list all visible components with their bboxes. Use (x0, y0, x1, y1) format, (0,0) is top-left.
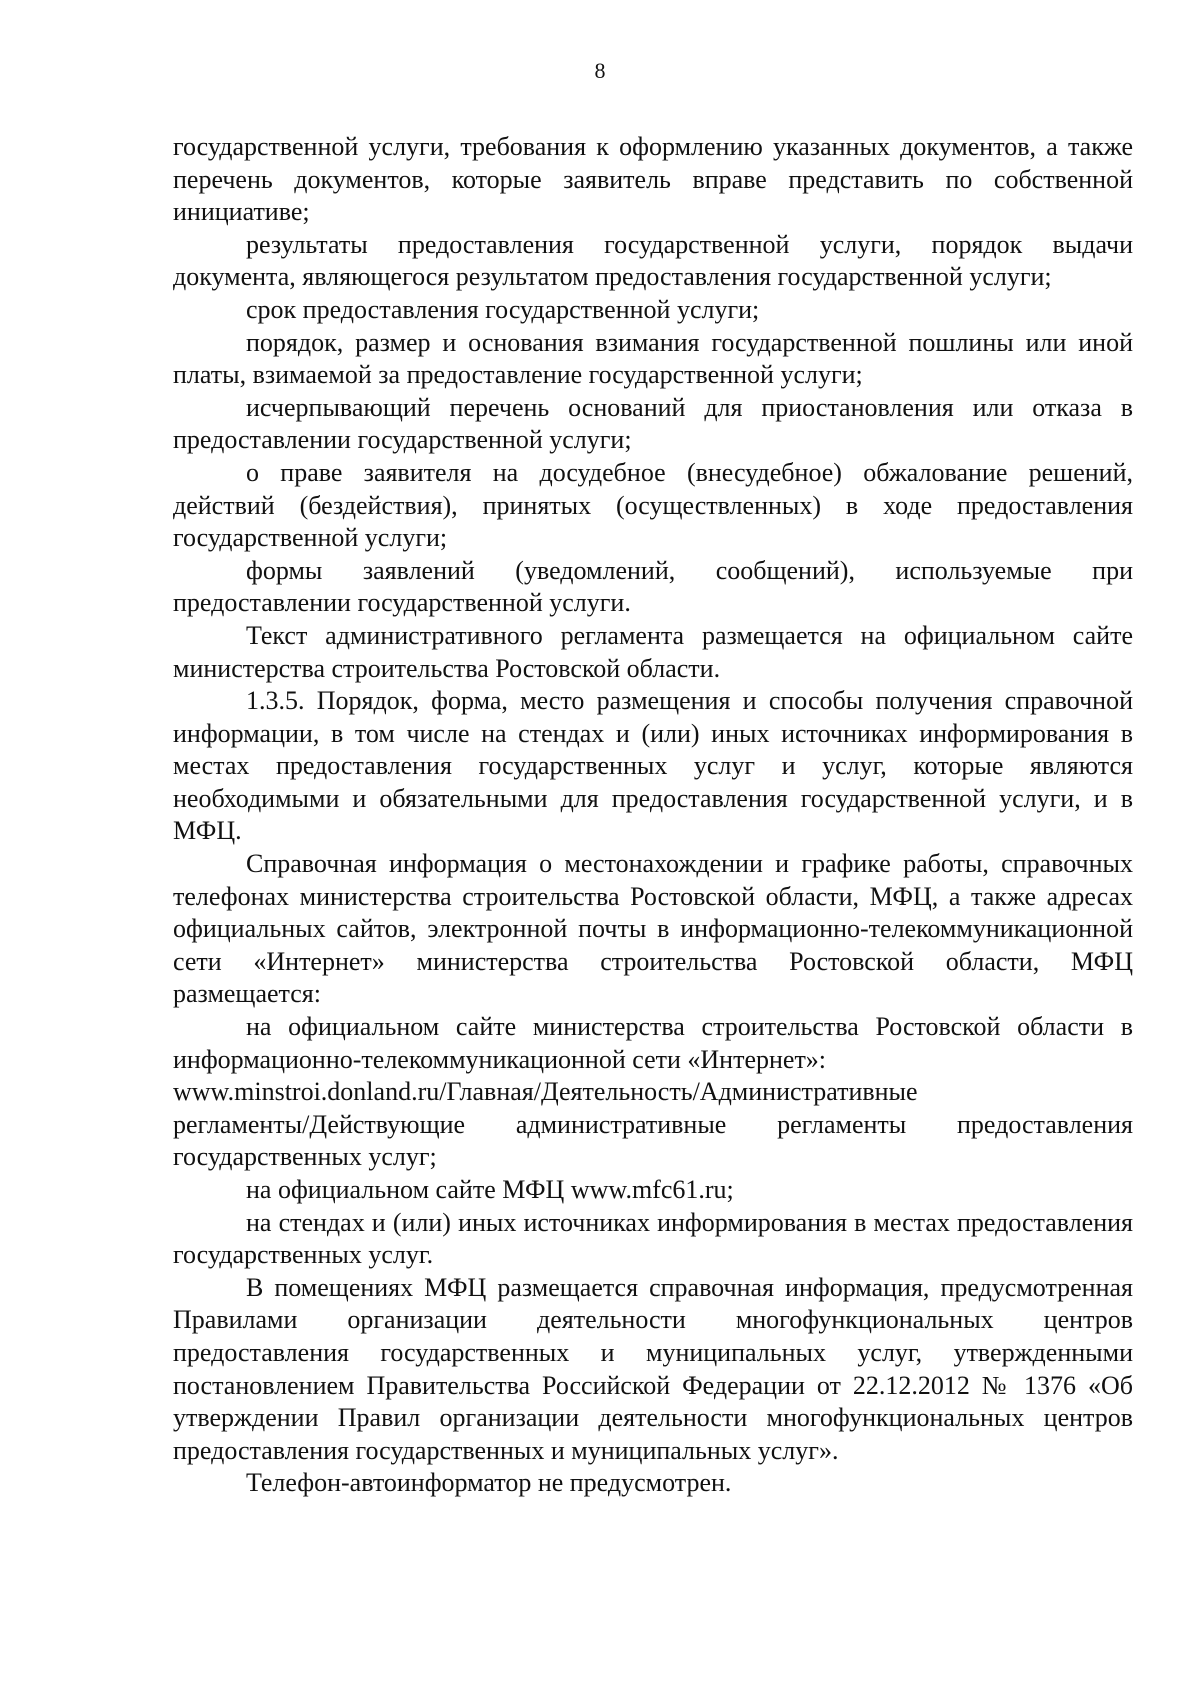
paragraph-term: срок предоставления государственной услуги; (246, 294, 760, 324)
paragraph-refusal-grounds: исчерпывающий перечень оснований для приостановления или отказа в предоставлении государственной услуги; (173, 392, 1133, 455)
paragraph-forms: формы заявлений (уведомлений, сообщений), используемые при предоставлении государственной услуги. (173, 555, 1133, 618)
paragraph-documents-continuation: государственной услуги, требования к оформлению указанных документов, а также перечень документов, которые заявитель вправе представить по собственной инициативе; (173, 132, 1133, 227)
paragraph-appeal-right: о праве заявителя на досудебное (внесудебное) обжалование решений, действий (бездействия), принятых (осуществленных) в ходе предоставления государственной услуги; (173, 457, 1133, 553)
paragraph-fee: порядок, размер и основания взимания государственной пошлины или иной платы, взимаемой за предоставление государственной услуги; (173, 327, 1133, 390)
paragraph-results: результаты предоставления государственной услуги, порядок выдачи документа, являющегося результатом предоставления государственной услуги; (173, 229, 1133, 292)
paragraph-reference-info: Справочная информация о местонахождении и графике работы, справочных телефонах министерства строительства Ростовской области, МФЦ, а также адресах официальных сайтов, электронной почты в информационно-телекоммуникационной сети «Интернет» министерства строительства Ростовской области, МФЦ размещается: (173, 849, 1133, 1009)
document-body (173, 131, 1133, 1500)
paragraph-ministry-site: на официальном сайте министерства строительства Ростовской области в информационно-телекоммуникационной сети «Интернет»: (173, 1012, 1133, 1074)
paragraph-ministry-url: www.minstroi.donland.ru/Главная/Деятельность/Административные (173, 1077, 918, 1107)
paragraph-regulation-text: Текст административного регламента размещается на официальном сайте министерства строительства Ростовской области. (173, 620, 1133, 683)
paragraph-autoinformer: Телефон-автоинформатор не предусмотрен. (246, 1468, 732, 1498)
page-number: 8 (594, 58, 606, 83)
paragraph-ministry-url-continuation: регламенты/Действующие административные регламенты предоставления государственных услуг; (173, 1109, 1133, 1172)
paragraph-section-1-3-5: 1.3.5. Порядок, форма, место размещения и способы получения справочной информации, в том числе на стендах и (или) иных источниках информирования в местах предоставления государственных услуг и услуг, которые являются необходимыми и обязательными для предоставления государственной услуги, и в МФЦ. (173, 686, 1133, 846)
paragraph-mfc-site: на официальном сайте МФЦ www.mfc61.ru; (246, 1175, 734, 1204)
paragraph-mfc-premises: В помещениях МФЦ размещается справочная информация, предусмотренная Правилами организации деятельности многофункциональных центров предоставления государственных и муниципальных услуг, утвержденными постановлением Правительства Российской Федерации от 22.12.2012 № 1376 «Об утверждении Правил организации деятельности многофункциональных центров предоставления государственных и муниципальных услуг». (173, 1272, 1133, 1465)
paragraph-stands: на стендах и (или) иных источниках информирования в местах предоставления государственных услуг. (173, 1207, 1133, 1270)
